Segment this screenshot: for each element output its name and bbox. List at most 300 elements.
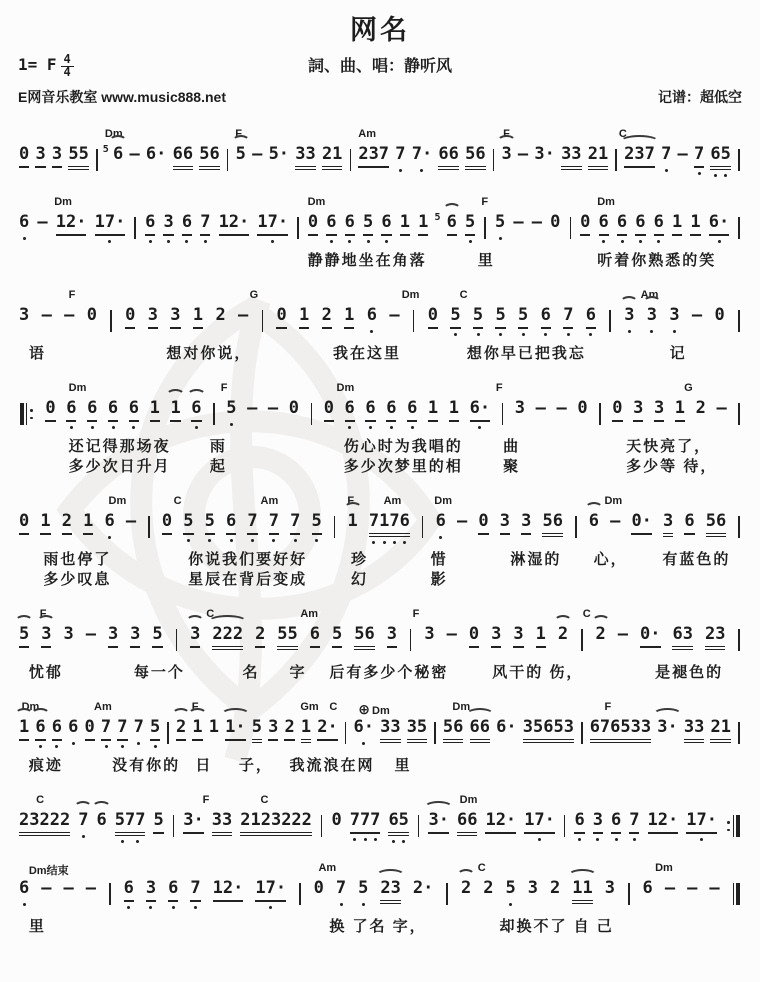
- chord-name: C: [582, 608, 591, 620]
- note: 6: [226, 512, 236, 535]
- system-2: [18, 196, 742, 268]
- duration-dash: —: [238, 305, 249, 325]
- duration-dash: —: [85, 624, 96, 644]
- note: 0: [478, 512, 488, 535]
- lyric-row: [18, 249, 742, 268]
- chord-label: [358, 128, 376, 140]
- lyric: 忧郁: [28, 664, 63, 681]
- duration-dash: —: [129, 144, 140, 164]
- chord-name: F: [68, 289, 76, 301]
- chord-label: [329, 701, 337, 713]
- note: 0: [45, 399, 55, 422]
- note: 3: [513, 625, 523, 648]
- slur-arc: [15, 615, 33, 628]
- note: 3: [527, 878, 538, 898]
- note: 5: [465, 213, 475, 236]
- time-bottom: 4: [63, 64, 71, 79]
- note: 7: [290, 512, 300, 535]
- note: 0: [577, 398, 588, 418]
- chord-label: [36, 794, 44, 806]
- lyric: 多少次日升月: [68, 458, 171, 475]
- note: 577: [115, 811, 146, 836]
- lyric: 多少次梦里的相: [343, 458, 463, 475]
- octave-dots: [661, 169, 671, 172]
- grace-note: 5: [102, 144, 109, 155]
- barline: [738, 217, 740, 239]
- note: 0: [469, 625, 479, 648]
- note: 6: [68, 718, 78, 738]
- octave-dots: [465, 240, 475, 243]
- note: 6: [52, 718, 62, 741]
- system-8: [18, 794, 742, 841]
- octave-dots: [101, 745, 111, 748]
- chord-name: Am: [318, 862, 337, 874]
- system-9: [18, 862, 742, 934]
- final-barline: [733, 883, 740, 905]
- chord-label: [583, 608, 591, 620]
- note: 17·: [257, 213, 288, 236]
- chord-label: [308, 196, 326, 208]
- slur-arc: [92, 801, 110, 814]
- note: 66: [438, 145, 458, 170]
- chord-name: C: [206, 608, 215, 620]
- chord-label: [250, 289, 259, 301]
- chord-name: G: [684, 382, 693, 394]
- note: 3·: [534, 144, 555, 164]
- octave-dots: [617, 240, 627, 243]
- slur-arc: [221, 708, 249, 721]
- grace-note: 5: [434, 212, 441, 223]
- note: 1: [418, 213, 428, 236]
- chord-label: [337, 382, 355, 394]
- lyric: 雨也停了: [43, 551, 112, 568]
- lyric: 语: [28, 345, 46, 362]
- note: 6: [589, 512, 599, 532]
- note: 56: [199, 145, 219, 170]
- note: 5: [495, 213, 505, 233]
- chord-name: Dm: [108, 495, 127, 507]
- note: 11: [572, 879, 592, 904]
- octave-dots: [518, 333, 528, 336]
- duration-dash: —: [517, 144, 529, 164]
- barline: [581, 722, 583, 744]
- chord-label: [460, 289, 468, 301]
- note: 21: [322, 145, 342, 170]
- octave-dots: [129, 426, 139, 429]
- note: 3: [514, 398, 526, 418]
- lyric: 多少叹息: [43, 571, 112, 588]
- note: 6: [87, 399, 97, 422]
- note: 55: [68, 145, 88, 170]
- note: 3: [130, 625, 140, 648]
- note: 237: [624, 145, 655, 168]
- note: 3: [424, 624, 435, 644]
- octave-dots: [68, 742, 78, 745]
- note: 0: [19, 512, 29, 535]
- chord-name: Dm: [597, 196, 615, 208]
- note: 6: [19, 879, 29, 899]
- duration-dash: —: [617, 624, 629, 644]
- note: 5: [518, 306, 528, 329]
- note-row: [18, 145, 742, 175]
- duration-dash: —: [709, 878, 720, 898]
- chord-row: [18, 382, 742, 399]
- chord-row: [18, 608, 742, 625]
- lyric: 痕迹: [28, 757, 63, 774]
- chord-label: [174, 495, 182, 507]
- note: 5: [495, 306, 505, 329]
- barline: [299, 883, 301, 905]
- chord-name: F: [191, 701, 199, 713]
- note: 0: [85, 718, 95, 741]
- duration-dash: —: [691, 305, 703, 325]
- duration-dash: —: [125, 511, 137, 531]
- lyric: 天快亮了，: [626, 438, 712, 455]
- chord-name: Am: [640, 289, 659, 301]
- slur-arc: [443, 203, 461, 216]
- octave-dots: [686, 838, 717, 841]
- note: 0: [125, 306, 135, 329]
- note: 2: [596, 625, 606, 645]
- chord-label: [221, 382, 228, 394]
- lyric: 有蓝色的: [662, 551, 731, 568]
- octave-dots: [134, 742, 144, 745]
- octave-dots: [66, 426, 76, 429]
- note: 1: [449, 399, 459, 422]
- note: 35653: [523, 718, 574, 743]
- chord-label: [261, 495, 279, 507]
- octave-dots: [226, 539, 236, 542]
- lyric: 心，: [593, 551, 628, 568]
- note-row: [18, 399, 742, 429]
- coda-icon: ⊕: [358, 701, 370, 717]
- note: 2: [62, 512, 72, 535]
- note: 0: [580, 213, 590, 236]
- duration-dash: —: [41, 305, 52, 325]
- barline: [334, 516, 336, 538]
- chord-name: F: [235, 128, 242, 140]
- octave-dots: [78, 835, 88, 838]
- slur-arc: [554, 615, 572, 628]
- octave-dots: [115, 840, 146, 843]
- note: 2: [322, 306, 332, 329]
- slur-arc: [568, 869, 596, 882]
- note: 2: [284, 718, 294, 741]
- slur-arc: [497, 135, 515, 148]
- lyric-row: [18, 568, 742, 587]
- note: 56: [465, 145, 485, 170]
- chord-name: Dm: [459, 794, 478, 806]
- chord-label: [384, 495, 402, 507]
- note: 6: [124, 879, 134, 902]
- note: 12·: [56, 213, 87, 236]
- note: 2: [215, 305, 226, 325]
- note: 3: [108, 625, 118, 648]
- duration-dash: —: [610, 511, 621, 531]
- note: 2123222: [240, 811, 312, 836]
- chord-name: F: [495, 382, 503, 394]
- barline: [134, 217, 136, 239]
- octave-dots: [290, 539, 300, 542]
- lyric: 雨: [209, 438, 227, 455]
- note: 6: [326, 213, 336, 236]
- note: 2: [558, 625, 568, 645]
- duration-dash: —: [41, 878, 52, 898]
- lyric: 聚: [503, 458, 521, 475]
- notation-systems: [18, 128, 742, 934]
- note: 35: [407, 718, 427, 743]
- octave-dots: [95, 240, 126, 243]
- barline: [434, 722, 436, 744]
- chord-label: [604, 495, 622, 507]
- chord-name: C: [477, 862, 486, 874]
- note: 0: [612, 399, 622, 422]
- chord-name: Dm: [336, 382, 355, 394]
- octave-dots: [495, 333, 505, 336]
- note: 3·: [657, 718, 677, 738]
- barline: [413, 310, 415, 332]
- note: 21: [710, 718, 730, 743]
- chord-name: C: [618, 128, 627, 140]
- barline: [410, 629, 412, 651]
- note: 3: [268, 718, 278, 741]
- octave-dots: [35, 745, 45, 748]
- octave-dots: [150, 745, 160, 748]
- chord-name: C: [459, 289, 468, 301]
- note: 5: [226, 399, 236, 419]
- octave-dots: [336, 903, 346, 906]
- barline: [148, 516, 150, 538]
- lyric: 后有多少个秘密: [329, 664, 449, 681]
- chord-name: Gm: [300, 701, 319, 713]
- lyric-row: [18, 455, 742, 474]
- octave-dots: [654, 240, 664, 243]
- slur-arc: [592, 615, 610, 628]
- lyric: 没有你的: [112, 757, 181, 774]
- note: 12·: [213, 879, 244, 902]
- barline: [581, 629, 583, 651]
- note: 5: [236, 145, 246, 165]
- note: 7176: [369, 512, 410, 537]
- lyric: 我流浪在网: [289, 757, 375, 774]
- note: 5: [150, 718, 160, 741]
- note: 5: [505, 879, 515, 899]
- duration-dash: —: [63, 878, 74, 898]
- chord-label: [109, 495, 127, 507]
- chord-row: [18, 794, 742, 811]
- note-row: [18, 512, 742, 542]
- barline: [227, 149, 229, 171]
- right-repeat-barline: [726, 815, 740, 837]
- octave-dots: [257, 240, 288, 243]
- chord-label: [684, 382, 693, 394]
- chord-label: [496, 382, 503, 394]
- note: 1: [400, 213, 410, 236]
- duration-dash: —: [531, 212, 543, 232]
- slur-arc: [643, 296, 661, 309]
- note: 6: [407, 399, 417, 422]
- duration-dash: —: [716, 398, 727, 418]
- duration-dash: —: [535, 398, 546, 418]
- note: 7: [247, 512, 257, 535]
- note: 7: [694, 145, 704, 168]
- note-row: [18, 213, 742, 243]
- note: 6: [105, 512, 115, 532]
- barline: [609, 310, 611, 332]
- note: 3: [491, 625, 501, 648]
- lyric: 幻: [351, 571, 369, 588]
- octave-dots: [669, 330, 679, 333]
- barline: [345, 722, 347, 744]
- note: 66: [457, 811, 477, 836]
- note: 3: [35, 145, 45, 168]
- chord-name: Dm: [307, 196, 326, 208]
- note: 65: [388, 811, 408, 836]
- slur-arc: [466, 708, 494, 721]
- note: 6: [191, 399, 201, 422]
- octave-dots: [436, 536, 446, 539]
- system-3: [18, 289, 742, 361]
- octave-dots: [350, 838, 381, 841]
- note: 3: [146, 879, 156, 902]
- note: 33: [561, 145, 581, 170]
- octave-dots: [624, 330, 634, 333]
- duration-dash: —: [252, 144, 263, 164]
- barline: [311, 403, 313, 425]
- octave-dots: [108, 426, 118, 429]
- slur-arc: [232, 135, 250, 148]
- lyric: 静静地坐在角落: [307, 252, 427, 269]
- note: 3: [604, 878, 616, 898]
- octave-dots: [412, 169, 432, 172]
- note: 17·: [686, 811, 717, 834]
- octave-dots: [599, 240, 609, 243]
- note: 6: [182, 213, 192, 236]
- note: 1: [690, 213, 700, 236]
- lyric: 还记得那场夜: [68, 438, 171, 455]
- octave-dots: [450, 333, 460, 336]
- note: 0: [324, 399, 334, 422]
- chord-name: Dm: [452, 701, 471, 713]
- note: 222: [212, 625, 243, 650]
- credits-line: 詞、曲、唱：静听风: [307, 58, 452, 75]
- note: 0: [86, 305, 97, 325]
- lyric: 里: [394, 757, 412, 774]
- lyric: 起: [209, 458, 227, 475]
- note: 3: [624, 306, 634, 326]
- note: 21: [588, 145, 608, 170]
- octave-dots: [363, 240, 373, 243]
- note: 0: [714, 305, 725, 325]
- chord-name: Dm: [54, 196, 72, 208]
- barline: [446, 883, 448, 905]
- octave-dots: [345, 426, 355, 429]
- note: 7: [78, 811, 88, 831]
- octave-dots: [473, 333, 483, 336]
- barline: [173, 815, 175, 837]
- lyric: 影: [430, 571, 448, 588]
- lyric-row: [18, 342, 742, 361]
- note: 12·: [648, 811, 679, 834]
- lyric: 每一个: [133, 664, 185, 681]
- note: 1: [150, 399, 160, 422]
- slur-arc: [37, 615, 55, 628]
- note: 6: [367, 306, 377, 326]
- note: 777: [350, 811, 381, 834]
- chord-label: [54, 196, 72, 208]
- octave-dots: [183, 539, 193, 542]
- note: 6: [574, 811, 584, 834]
- note: 6: [436, 512, 446, 532]
- note: 1: [170, 399, 180, 422]
- octave-dots: [87, 426, 97, 429]
- slur-arc: [74, 801, 92, 814]
- note: 1·: [225, 718, 245, 741]
- note: 2: [483, 878, 494, 898]
- note: 6: [129, 399, 139, 422]
- octave-dots: [541, 333, 551, 336]
- note: 6: [617, 213, 627, 236]
- barline: [484, 217, 486, 239]
- duration-dash: —: [85, 878, 97, 898]
- note: 6·: [496, 717, 517, 737]
- note: 3: [633, 399, 643, 422]
- note: 2: [695, 398, 706, 418]
- note-row: [18, 811, 742, 841]
- slur-arc: [424, 801, 452, 814]
- chord-label: [318, 862, 336, 874]
- note: 56: [542, 512, 562, 537]
- note-row: [18, 306, 742, 336]
- slur-arc: [653, 708, 681, 721]
- transcriber-label: 记谱：超低空: [658, 89, 742, 105]
- barline: [570, 217, 572, 239]
- octave-dots: [145, 240, 155, 243]
- octave-dots: [563, 333, 573, 336]
- barline: [321, 815, 323, 837]
- chord-name: Am: [260, 495, 279, 507]
- note: 6: [19, 213, 29, 233]
- lyric: 曲: [503, 438, 521, 455]
- note: 33: [684, 718, 704, 743]
- chord-name: Am: [383, 495, 402, 507]
- duration-dash: —: [677, 144, 688, 164]
- note: 1: [536, 625, 546, 648]
- system-1: [18, 128, 742, 175]
- octave-dots: [367, 330, 377, 333]
- octave-dots: [19, 237, 29, 240]
- note: 7: [117, 718, 127, 741]
- chord-name: C: [329, 701, 338, 713]
- chord-name: Dm结束: [28, 865, 69, 877]
- octave-dots: [168, 906, 178, 909]
- chord-label: [261, 794, 269, 806]
- octave-dots: [369, 541, 410, 544]
- slur-arc: [208, 615, 247, 628]
- octave-dots: [247, 539, 257, 542]
- header: [18, 8, 742, 107]
- duration-dash: —: [389, 305, 400, 325]
- chord-label: [402, 289, 420, 301]
- chord-row: [18, 701, 742, 718]
- note: 2: [461, 879, 471, 899]
- note: 5: [363, 213, 373, 236]
- chord-name: Am: [358, 128, 376, 140]
- octave-dots: [395, 169, 405, 172]
- chord-label: [413, 608, 420, 620]
- octave-dots: [205, 539, 215, 542]
- note: 7: [101, 718, 111, 741]
